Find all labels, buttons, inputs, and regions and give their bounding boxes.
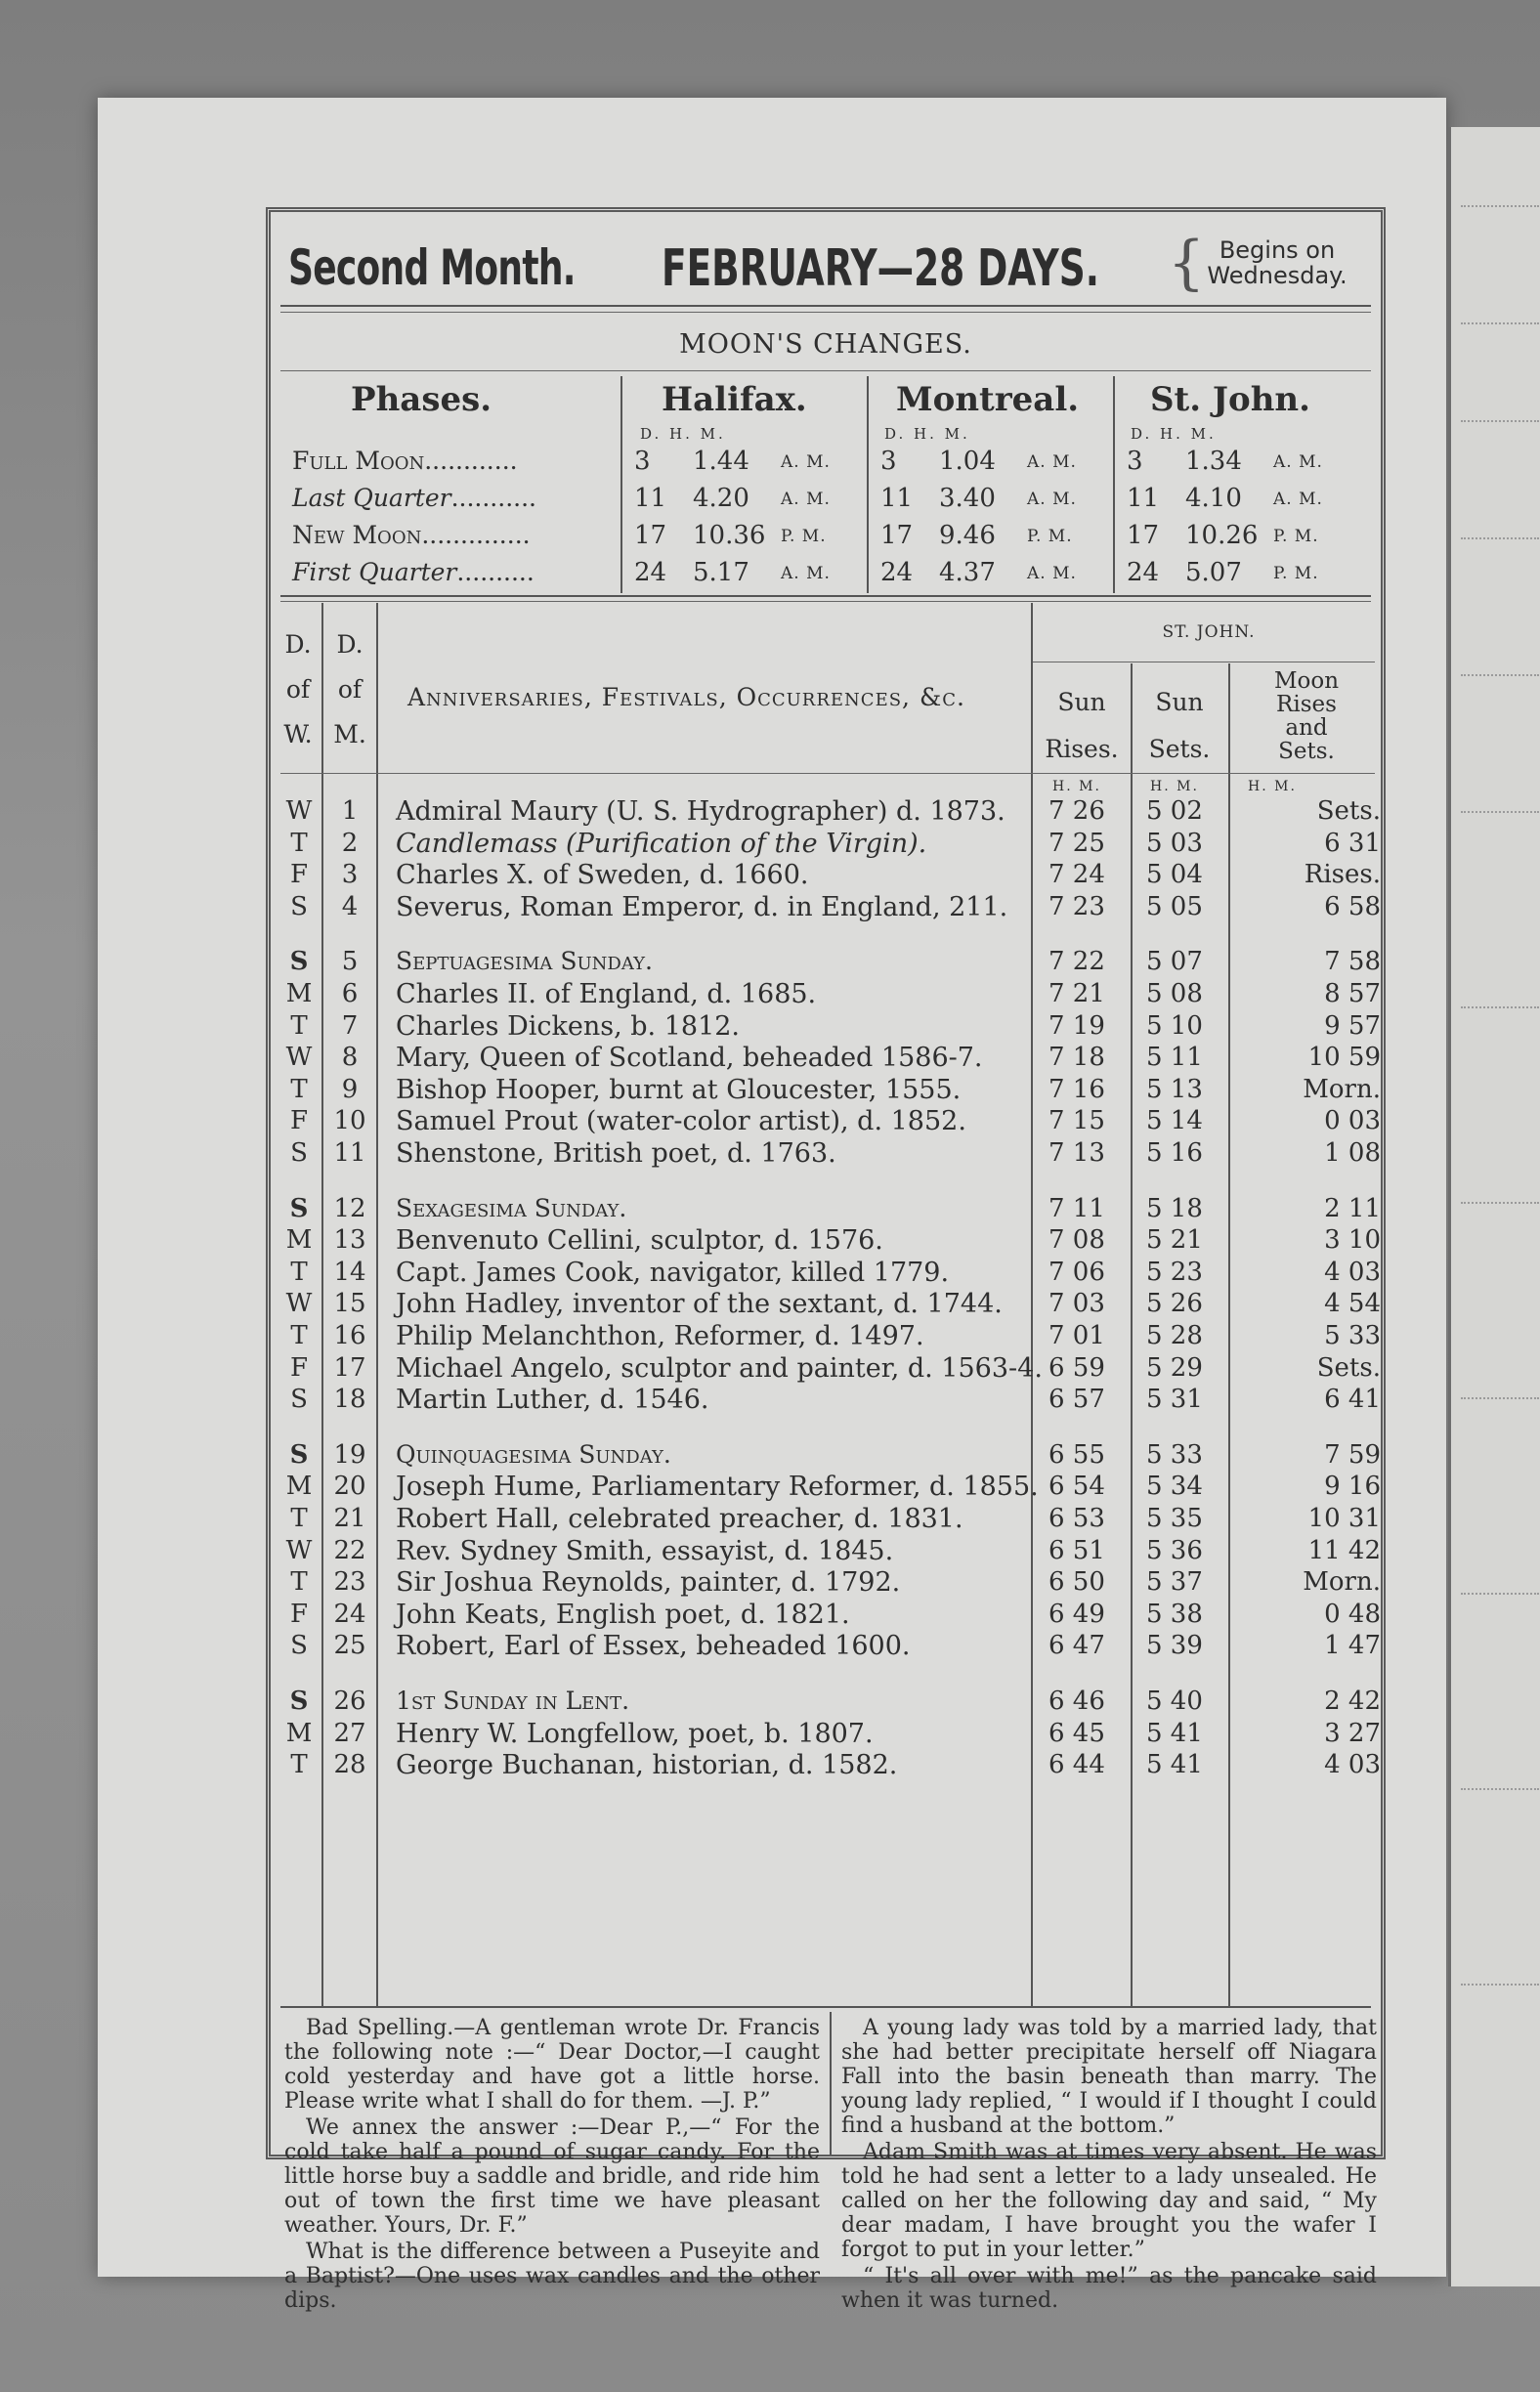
moon-rises-sets: Sets.: [1316, 1352, 1381, 1383]
halifax-day: 11: [634, 484, 667, 513]
montreal-dhm: D. H. M.: [884, 425, 970, 443]
day-of-week: M: [285, 1472, 313, 1502]
moons-divider-2: [867, 376, 869, 593]
dw-divider: [321, 603, 323, 2006]
anecdotes-right: [841, 2016, 1377, 2315]
anniversary: John Keats, English poet, d. 1821.: [396, 1599, 850, 1630]
montreal-meridiem: A. M.: [1027, 564, 1077, 583]
montreal-day: 24: [880, 558, 914, 587]
moon-rises-sets: 10 31: [1307, 1504, 1381, 1533]
dm-head-2: of: [337, 675, 363, 704]
moon-rises-sets: 4 54: [1324, 1289, 1381, 1319]
sun-sets: 5 08: [1146, 979, 1203, 1008]
brace-glyph: {: [1168, 229, 1206, 297]
begins-on: [1179, 237, 1375, 288]
anniversary: Admiral Maury (U. S. Hydrographer) d. 1873.: [396, 796, 1005, 827]
anecdotes-left: [284, 2016, 820, 2315]
anniversary: Bishop Hooper, burnt at Gloucester, 1555.: [396, 1074, 962, 1105]
halifax-meridiem: A. M.: [781, 564, 831, 583]
header-rule: [280, 305, 1371, 307]
day-of-week: S: [289, 947, 309, 977]
phase-name: Last Quarter: [292, 484, 451, 512]
moon-rises-sets: 4 03: [1324, 1257, 1381, 1287]
day-of-month: 18: [333, 1385, 366, 1415]
day-of-week: T: [290, 1257, 308, 1287]
phase-label: [292, 558, 535, 586]
phase-label: [292, 484, 536, 512]
anniversary: Quinquagesima Sunday.: [396, 1439, 671, 1469]
sun-sets: 5 03: [1146, 828, 1203, 858]
day-of-month: 24: [333, 1599, 366, 1629]
sun-rises: 7 03: [1048, 1289, 1105, 1319]
moon-rises-sets: Rises.: [1304, 860, 1381, 890]
sun-sets: 5 11: [1146, 1043, 1203, 1073]
moon-head: [1230, 669, 1383, 763]
sun-sets: 5 28: [1146, 1321, 1203, 1350]
dw-head-1: D.: [284, 630, 312, 659]
montreal-heading: Montreal.: [896, 380, 1080, 419]
day-of-month: 15: [333, 1289, 366, 1319]
phase-label: [292, 447, 518, 475]
anniversary: Sexagesima Sunday.: [396, 1193, 627, 1222]
moon-rises-sets: 5 33: [1324, 1321, 1381, 1350]
sun-sets: 5 37: [1146, 1567, 1203, 1598]
day-of-month: 21: [333, 1504, 366, 1533]
day-of-week: T: [290, 1074, 308, 1104]
table-head-rule: [280, 773, 1375, 774]
sun-sets: 5 02: [1146, 796, 1203, 826]
bottom-divider: [830, 2012, 832, 2155]
moon-rises-sets: 2 42: [1324, 1687, 1381, 1716]
moon-rises-sets: 1 08: [1324, 1138, 1381, 1168]
halifax-time: 10.36: [693, 521, 766, 550]
phase-leader-dots: ............: [424, 447, 518, 475]
month-title: FEBRUARY—28 DAYS.: [662, 239, 1099, 298]
montreal-time: 9.46: [939, 521, 996, 550]
day-of-month: 16: [333, 1321, 366, 1350]
day-of-week: M: [285, 1718, 313, 1748]
montreal-time: 4.37: [939, 558, 996, 587]
halifax-heading: Halifax.: [662, 380, 807, 419]
sun-rises: 6 59: [1048, 1352, 1105, 1383]
moon-rises-sets: 1 47: [1324, 1631, 1381, 1661]
montreal-meridiem: P. M.: [1027, 527, 1073, 546]
sun-sets: 5 36: [1146, 1535, 1203, 1565]
moon-rises-sets: 4 03: [1324, 1750, 1381, 1780]
sun-sets: 5 40: [1146, 1687, 1203, 1716]
moons-rule: [280, 370, 1371, 371]
sun-rises: 7 16: [1048, 1074, 1105, 1104]
moon-head-3: and: [1285, 715, 1328, 741]
sun-rises: 7 22: [1048, 947, 1105, 977]
anecdote-puseyite: What is the difference between a Puseyite and a Baptist?—One uses wax candles and the other dips.: [284, 2240, 820, 2313]
sun-sets: 5 23: [1146, 1257, 1203, 1287]
day-of-month: 6: [341, 979, 359, 1008]
sets-hm: H. M.: [1150, 779, 1199, 794]
day-of-week: W: [285, 796, 313, 826]
anniversary: Benvenuto Cellini, sculptor, d. 1576.: [396, 1225, 883, 1257]
month-ordinal: Second Month.: [288, 239, 576, 296]
stjohn-time: 1.34: [1185, 447, 1242, 476]
stjohn-day: 24: [1127, 558, 1160, 587]
moon-rises-sets: 6 31: [1324, 828, 1381, 858]
montreal-day: 17: [880, 521, 914, 550]
day-of-week: F: [289, 1106, 309, 1136]
moons-divider-3: [1113, 376, 1115, 593]
sun-sets: 5 04: [1146, 860, 1203, 890]
sun-sets: 5 41: [1146, 1718, 1203, 1748]
day-of-month: 1: [341, 796, 359, 826]
montreal-meridiem: A. M.: [1027, 490, 1077, 509]
stjohn-day: 3: [1127, 447, 1143, 476]
rises-divider: [1131, 663, 1133, 2006]
dm-divider: [376, 603, 378, 2006]
day-of-month: 26: [333, 1687, 366, 1716]
moons-bottom-rule: [280, 595, 1371, 597]
stjohn-meridiem: A. M.: [1273, 490, 1323, 509]
dm-head-3: M.: [333, 720, 366, 748]
moon-rises-sets: 7 59: [1324, 1439, 1381, 1470]
stjohn-table-heading: ST. JOHN.: [1162, 622, 1256, 642]
moon-rises-sets: Sets.: [1316, 796, 1381, 826]
day-of-month: 12: [333, 1193, 366, 1223]
day-of-week: T: [290, 828, 308, 858]
phase-leader-dots: ..........: [456, 558, 535, 586]
sun-rises: 7 24: [1048, 860, 1105, 890]
begins-line-1: Begins on: [1219, 236, 1336, 264]
halifax-time: 4.20: [693, 484, 749, 513]
dm-head: [325, 622, 374, 757]
halifax-day: 24: [634, 558, 667, 587]
montreal-time: 1.04: [939, 447, 996, 476]
phase-name: Full Moon: [292, 447, 425, 475]
day-of-week: W: [285, 1289, 313, 1319]
day-of-month: 28: [333, 1750, 366, 1780]
day-of-month: 14: [333, 1257, 366, 1287]
table-bottom-rule: [280, 2006, 1371, 2008]
sun-rises: 6 53: [1048, 1504, 1105, 1533]
moon-rises-sets: 8 57: [1324, 979, 1381, 1008]
day-of-week: M: [285, 979, 313, 1008]
day-of-month: 7: [341, 1010, 359, 1041]
sets-divider: [1228, 663, 1230, 2006]
sun-sets: 5 41: [1146, 1750, 1203, 1780]
day-of-week: F: [289, 1599, 309, 1629]
anniversary: Charles Dickens, b. 1812.: [396, 1010, 741, 1042]
halifax-dhm: D. H. M.: [640, 425, 726, 443]
moon-rises-sets: 3 10: [1324, 1225, 1381, 1256]
sun-sets: 5 14: [1146, 1106, 1203, 1136]
moon-rises-sets: 6 41: [1324, 1385, 1381, 1415]
halifax-meridiem: P. M.: [781, 527, 827, 546]
halifax-time: 1.44: [693, 447, 749, 476]
sun-rises: 6 55: [1048, 1439, 1105, 1470]
day-of-month: 25: [333, 1631, 366, 1661]
sun-sets: 5 21: [1146, 1225, 1203, 1256]
sun-rises: 6 46: [1048, 1687, 1105, 1716]
sun-rises: 6 51: [1048, 1535, 1105, 1565]
sun-sets: 5 29: [1146, 1352, 1203, 1383]
anniversary: Charles II. of England, d. 1685.: [396, 979, 817, 1009]
day-of-week: W: [285, 1043, 313, 1073]
sun-sets: 5 34: [1146, 1472, 1203, 1502]
phase-label: [292, 521, 531, 549]
day-of-week: S: [289, 1687, 309, 1716]
anniversary: Sir Joshua Reynolds, painter, d. 1792.: [396, 1567, 901, 1599]
anecdote-bad-spelling: Bad Spelling.—A gentleman wrote Dr. Francis the following note :—“ Dear Doctor,—I caught cold yesterday and have got a little horse. Please write what I shall do for them. —J. P.”: [284, 2016, 820, 2114]
moon-head-1: Moon: [1273, 668, 1340, 694]
sun-sets-2: Sets.: [1148, 735, 1211, 763]
day-of-week: T: [290, 1504, 308, 1533]
anniversary: Severus, Roman Emperor, d. in England, 211.: [396, 891, 1008, 922]
day-of-week: M: [285, 1225, 313, 1256]
moons-changes-title: MOON'S CHANGES.: [679, 329, 972, 360]
stjohn-meridiem: P. M.: [1273, 527, 1319, 546]
sun-rises-1: Sun: [1057, 688, 1106, 716]
anniversary: 1st Sunday in Lent.: [396, 1687, 630, 1715]
stjohn-meridiem: A. M.: [1273, 452, 1323, 472]
adjacent-page-edge: [1448, 127, 1540, 2286]
phase-leader-dots: ...........: [450, 484, 536, 512]
anniversary: Septuagesima Sunday.: [396, 947, 653, 976]
rises-hm: H. M.: [1052, 779, 1101, 794]
sun-rises: 6 49: [1048, 1599, 1105, 1629]
day-of-month: 17: [333, 1352, 366, 1383]
day-of-month: 19: [333, 1439, 366, 1470]
moon-rises-sets: 9 16: [1324, 1472, 1381, 1502]
anniversary: Mary, Queen of Scotland, beheaded 1586-7.: [396, 1043, 983, 1074]
anniversary: Candlemass (Purification of the Virgin).: [396, 828, 927, 859]
stjohn-time: 10.26: [1185, 521, 1259, 550]
phases-heading: Phases.: [351, 380, 492, 419]
day-of-week: T: [290, 1567, 308, 1598]
dw-head: [277, 622, 320, 757]
day-of-week: S: [290, 1631, 308, 1661]
dw-head-3: W.: [283, 720, 313, 748]
dm-head-1: D.: [336, 630, 364, 659]
anecdote-answer: We annex the answer :—Dear P.,—“ For the cold take half a pound of sugar candy. For the little horse buy a saddle and bridle, and ride him out of town the first time we have pleasant weather. Yours, Dr. F.”: [284, 2115, 820, 2238]
halifax-time: 5.17: [693, 558, 749, 587]
sun-sets: 5 10: [1146, 1010, 1203, 1041]
anecdote-adam-smith: Adam Smith was at times very absent. He was told he had sent a letter to a lady unsealed. He called on her the following day and said, “ My dear madam, I have brought you the wafer I forgot to put in your letter.”: [841, 2140, 1377, 2262]
day-of-month: 10: [333, 1106, 366, 1136]
sun-sets: 5 31: [1146, 1385, 1203, 1415]
sun-sets: 5 18: [1146, 1193, 1203, 1223]
calendar-frame: [266, 207, 1386, 2313]
sun-rises: 6 54: [1048, 1472, 1105, 1502]
moon-rises-sets: 0 03: [1324, 1106, 1381, 1136]
day-of-month: 8: [341, 1043, 359, 1073]
sun-sets-head: [1133, 679, 1226, 773]
moon-rises-sets: Morn.: [1303, 1074, 1381, 1104]
sun-sets-1: Sun: [1155, 688, 1204, 716]
day-of-week: T: [290, 1750, 308, 1780]
day-of-week: F: [289, 1352, 309, 1383]
montreal-time: 3.40: [939, 484, 996, 513]
sun-sets: 5 26: [1146, 1289, 1203, 1319]
day-of-month: 20: [333, 1472, 366, 1502]
sun-rises: 6 44: [1048, 1750, 1105, 1780]
anniversary: George Buchanan, historian, d. 1582.: [396, 1750, 898, 1781]
moon-head-2: Rises: [1276, 692, 1337, 717]
sun-rises: 7 06: [1048, 1257, 1105, 1287]
sun-rises: 7 21: [1048, 979, 1105, 1008]
sun-rises: 7 13: [1048, 1138, 1105, 1168]
sun-rises-2: Rises.: [1045, 735, 1119, 763]
anniversary: Henry W. Longfellow, poet, b. 1807.: [396, 1718, 874, 1749]
moon-head-4: Sets.: [1278, 739, 1335, 764]
sun-rises: 6 45: [1048, 1718, 1105, 1748]
moons-divider-1: [620, 376, 622, 593]
anniversary: Joseph Hume, Parliamentary Reformer, d. 1855.: [396, 1472, 1039, 1503]
moon-rises-sets: 2 11: [1324, 1193, 1381, 1223]
day-of-month: 5: [341, 947, 359, 977]
sun-rises: 7 25: [1048, 828, 1105, 858]
moon-hm: H. M.: [1248, 779, 1297, 794]
day-of-week: S: [289, 1193, 309, 1223]
anecdote-young-lady: A young lady was told by a married lady, that she had better precipitate herself off Niagara Fall into the basin beneath than marry. The young lady replied, “ I would if I thought I could find a husband at the bottom.”: [841, 2016, 1377, 2138]
moon-rises-sets: 9 57: [1324, 1010, 1381, 1041]
phase-leader-dots: ..............: [421, 521, 531, 549]
dw-head-2: of: [285, 675, 311, 704]
stjohn-day: 17: [1127, 521, 1160, 550]
sun-sets: 5 39: [1146, 1631, 1203, 1661]
anniversary: Charles X. of Sweden, d. 1660.: [396, 860, 809, 891]
anniversary: Robert, Earl of Essex, beheaded 1600.: [396, 1631, 911, 1662]
day-of-month: 9: [341, 1074, 359, 1104]
halifax-meridiem: A. M.: [781, 452, 831, 472]
sun-rises: 7 15: [1048, 1106, 1105, 1136]
anniversary: Robert Hall, celebrated preacher, d. 1831.: [396, 1504, 963, 1534]
sun-rises: 6 47: [1048, 1631, 1105, 1661]
sun-sets: 5 16: [1146, 1138, 1203, 1168]
sun-sets: 5 33: [1146, 1439, 1203, 1470]
sun-rises: 6 50: [1048, 1567, 1105, 1598]
stjohn-time: 5.07: [1185, 558, 1242, 587]
halifax-meridiem: A. M.: [781, 490, 831, 509]
sun-sets: 5 38: [1146, 1599, 1203, 1629]
day-of-week: W: [285, 1535, 313, 1565]
sun-rises: 7 23: [1048, 891, 1105, 921]
moon-rises-sets: Morn.: [1303, 1567, 1381, 1598]
anniversary: Rev. Sydney Smith, essayist, d. 1845.: [396, 1535, 894, 1566]
anecdote-pancake: “ It's all over with me!” as the pancake said when it was turned.: [841, 2264, 1377, 2313]
halifax-day: 17: [634, 521, 667, 550]
day-of-month: 2: [341, 828, 359, 858]
stjohn-day: 11: [1127, 484, 1160, 513]
moon-rises-sets: 7 58: [1324, 947, 1381, 977]
stjohn-meridiem: P. M.: [1273, 564, 1319, 583]
day-of-week: S: [290, 891, 308, 921]
montreal-day: 11: [880, 484, 914, 513]
day-of-month: 13: [333, 1225, 366, 1256]
moons-bottom-rule-2: [280, 601, 1371, 602]
sun-sets: 5 35: [1146, 1504, 1203, 1533]
moon-rises-sets: 6 58: [1324, 891, 1381, 921]
anniversaries-heading: Anniversaries, Festivals, Occurrences, &c.: [407, 683, 965, 711]
phase-name: New Moon: [292, 521, 422, 549]
day-of-month: 3: [341, 860, 359, 890]
halifax-day: 3: [634, 447, 651, 476]
sun-sets: 5 05: [1146, 891, 1203, 921]
anniversary: Philip Melanchthon, Reformer, d. 1497.: [396, 1321, 924, 1351]
anniversary: Capt. James Cook, navigator, killed 1779.: [396, 1257, 950, 1288]
day-of-month: 27: [333, 1718, 366, 1748]
stjohn-dhm: D. H. M.: [1131, 425, 1217, 443]
anniversary: Michael Angelo, sculptor and painter, d. 1563-4.: [396, 1352, 1043, 1384]
anniversary: Shenstone, British poet, d. 1763.: [396, 1138, 836, 1169]
sun-rises: 7 18: [1048, 1043, 1105, 1073]
day-of-week: T: [290, 1321, 308, 1350]
phase-name: First Quarter: [292, 558, 457, 586]
moon-rises-sets: 11 42: [1307, 1535, 1381, 1565]
sun-rises: 7 11: [1048, 1193, 1105, 1223]
moon-rises-sets: 3 27: [1324, 1718, 1381, 1748]
moon-rises-sets: 10 59: [1307, 1043, 1381, 1073]
day-of-week: T: [290, 1010, 308, 1041]
day-of-week: S: [289, 1439, 309, 1470]
montreal-day: 3: [880, 447, 897, 476]
sun-sets: 5 13: [1146, 1074, 1203, 1104]
header-rule-2: [280, 312, 1371, 313]
moon-rises-sets: 0 48: [1324, 1599, 1381, 1629]
begins-line-2: Wednesday.: [1207, 262, 1348, 289]
stjohn-time: 4.10: [1185, 484, 1242, 513]
day-of-month: 23: [333, 1567, 366, 1598]
sun-rises: 6 57: [1048, 1385, 1105, 1415]
day-of-month: 22: [333, 1535, 366, 1565]
day-of-week: F: [289, 860, 309, 890]
sun-rises: 7 01: [1048, 1321, 1105, 1350]
anniversary: John Hadley, inventor of the sextant, d. 1744.: [396, 1289, 1003, 1320]
montreal-meridiem: A. M.: [1027, 452, 1077, 472]
anniversary: Samuel Prout (water-color artist), d. 1852.: [396, 1106, 966, 1137]
anniv-divider: [1031, 603, 1033, 2006]
day-of-month: 4: [341, 891, 359, 921]
stjohn-heading: St. John.: [1150, 380, 1310, 419]
sun-rises: 7 19: [1048, 1010, 1105, 1041]
anniversary: Martin Luther, d. 1546.: [396, 1385, 709, 1416]
day-of-month: 11: [333, 1138, 366, 1168]
sun-sets: 5 07: [1146, 947, 1203, 977]
sun-rises-head: [1035, 679, 1129, 773]
sun-rises: 7 08: [1048, 1225, 1105, 1256]
day-of-week: S: [290, 1385, 308, 1415]
sun-rises: 7 26: [1048, 796, 1105, 826]
day-of-week: S: [290, 1138, 308, 1168]
